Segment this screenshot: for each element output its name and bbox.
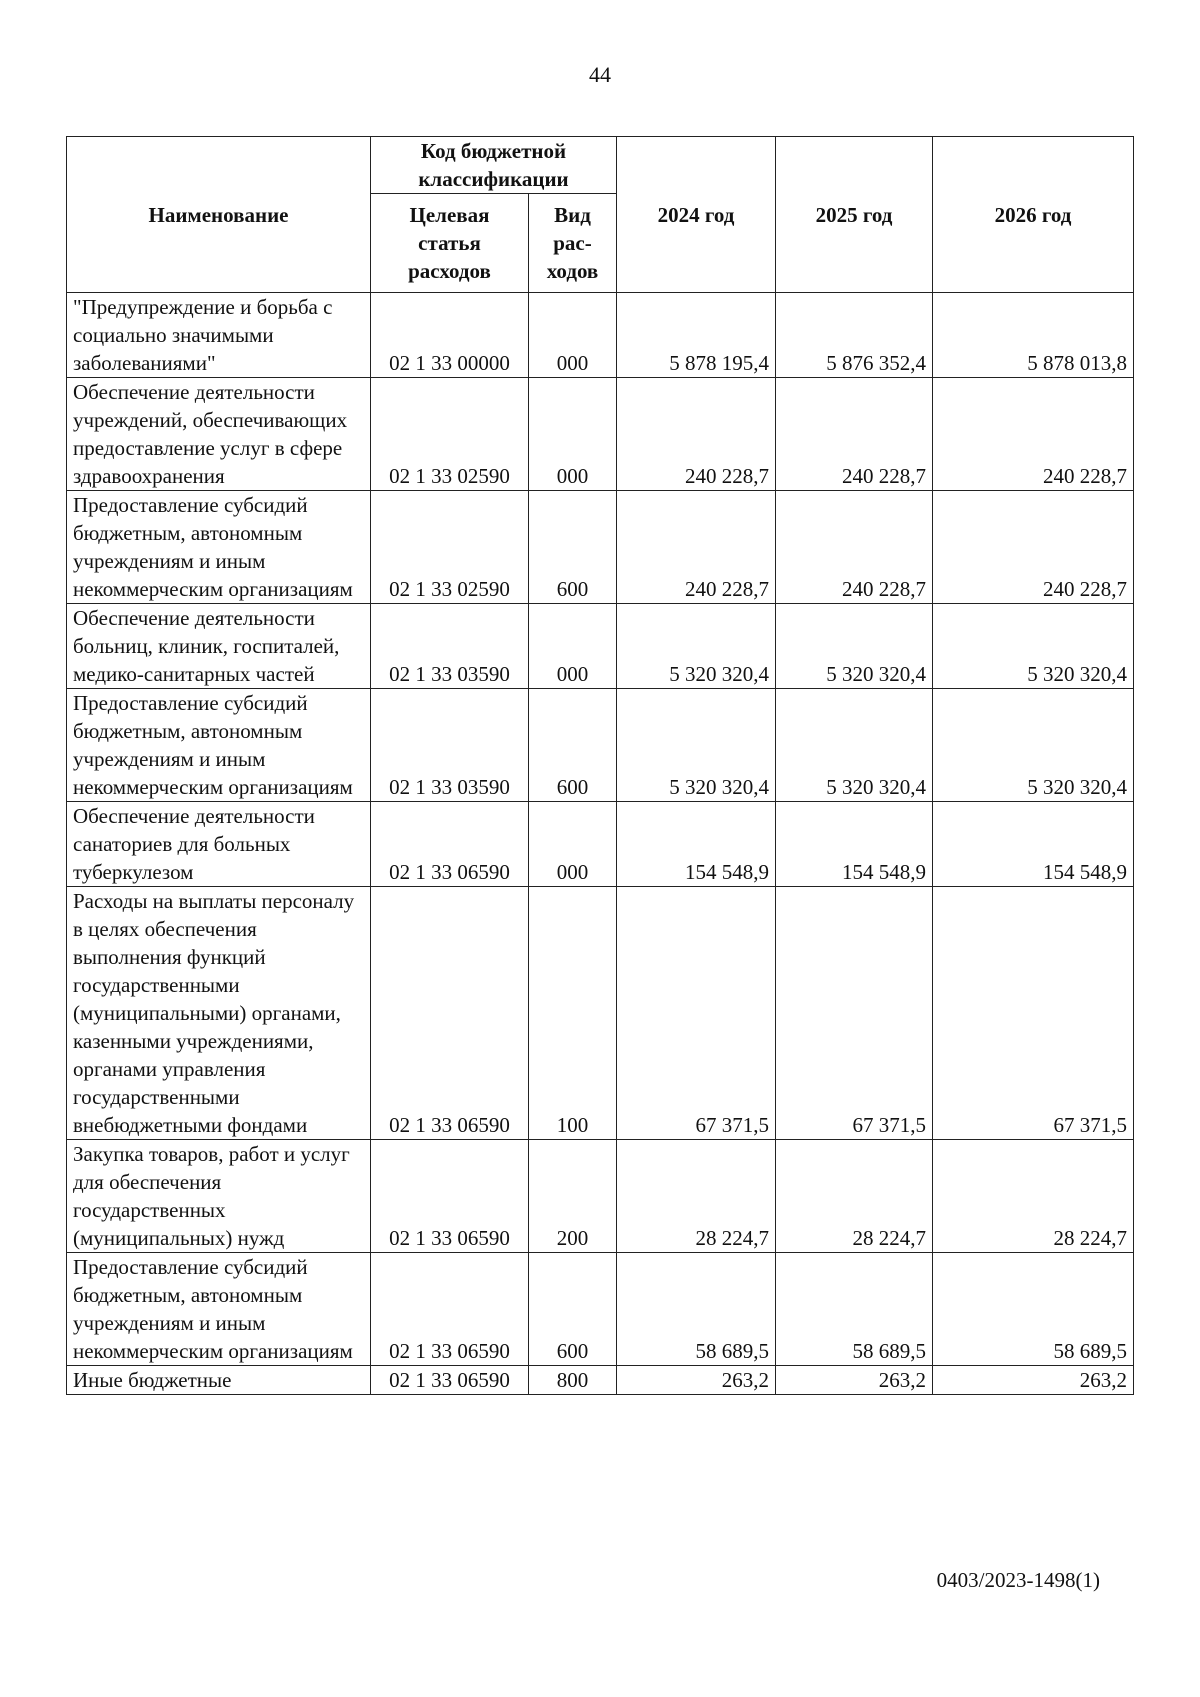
header-name: Наименование [67,137,371,293]
header-target-article: Целевая статья расходов [371,194,529,293]
row-target-article-cell: 02 1 33 03590 [371,604,529,689]
row-value-2026-cell: 67 371,5 [933,887,1134,1140]
row-value-2025-cell: 263,2 [776,1366,933,1395]
header-code-group: Код бюджетной классификации [371,137,617,194]
row-value-2026-cell: 5 320 320,4 [933,689,1134,802]
table-row [67,1366,1134,1395]
header-year-2026: 2026 год [933,137,1134,293]
page-number: 44 [589,62,611,87]
row-name-cell: Предоставление субсидий бюджетным, автономным учреждениям и иным некоммерческим организациям [67,1253,371,1366]
row-target-article-cell: 02 1 33 06590 [371,1140,529,1253]
row-expense-kind-cell: 000 [529,604,617,689]
row-name-cell: Расходы на выплаты персоналу в целях обеспечения выполнения функций государственными (муниципальными) органами, казенными учреждениями, органами управления государственными внебюджетными фондами [67,887,371,1140]
row-name-cell: Предоставление субсидий бюджетным, автономным учреждениям и иным некоммерческим организациям [67,689,371,802]
row-name-cell: Закупка товаров, работ и услуг для обеспечения государственных (муниципальных) нужд [67,1140,371,1253]
row-value-2026-cell: 28 224,7 [933,1140,1134,1253]
row-name-cell: Предоставление субсидий бюджетным, автономным учреждениям и иным некоммерческим организациям [67,491,371,604]
header-row-top [67,137,1134,194]
row-target-article-cell: 02 1 33 06590 [371,1253,529,1366]
row-target-article-cell: 02 1 33 02590 [371,491,529,604]
table-row [67,1140,1134,1253]
row-value-2025-cell: 5 320 320,4 [776,604,933,689]
row-value-2024-cell: 240 228,7 [617,378,776,491]
row-value-2025-cell: 28 224,7 [776,1140,933,1253]
row-value-2025-cell: 5 876 352,4 [776,293,933,378]
row-value-2024-cell: 240 228,7 [617,491,776,604]
row-expense-kind-cell: 800 [529,1366,617,1395]
table-row [67,1253,1134,1366]
table-row [67,378,1134,491]
row-expense-kind-cell: 100 [529,887,617,1140]
row-value-2025-cell: 240 228,7 [776,378,933,491]
row-expense-kind-cell: 000 [529,378,617,491]
row-target-article-cell: 02 1 33 06590 [371,802,529,887]
row-value-2025-cell: 5 320 320,4 [776,689,933,802]
row-value-2024-cell: 263,2 [617,1366,776,1395]
row-name-cell: Обеспечение деятельности учреждений, обеспечивающих предоставление услуг в сфере здравоохранения [67,378,371,491]
header-year-2024: 2024 год [617,137,776,293]
row-expense-kind-cell: 000 [529,293,617,378]
row-expense-kind-cell: 600 [529,689,617,802]
row-value-2024-cell: 28 224,7 [617,1140,776,1253]
row-value-2024-cell: 58 689,5 [617,1253,776,1366]
header-year-2025: 2025 год [776,137,933,293]
row-value-2024-cell: 5 320 320,4 [617,604,776,689]
header-expense-kind: Вид рас-ходов [529,194,617,293]
row-target-article-cell: 02 1 33 06590 [371,887,529,1140]
row-expense-kind-cell: 600 [529,491,617,604]
table-row [67,802,1134,887]
row-name-cell: Обеспечение деятельности санаториев для больных туберкулезом [67,802,371,887]
table-row [67,887,1134,1140]
table-row [67,491,1134,604]
row-name-cell: Обеспечение деятельности больниц, клиник, госпиталей, медико-санитарных частей [67,604,371,689]
row-value-2024-cell: 5 878 195,4 [617,293,776,378]
row-value-2024-cell: 5 320 320,4 [617,689,776,802]
row-value-2026-cell: 5 878 013,8 [933,293,1134,378]
row-expense-kind-cell: 600 [529,1253,617,1366]
row-value-2025-cell: 67 371,5 [776,887,933,1140]
table-row [67,689,1134,802]
row-value-2026-cell: 58 689,5 [933,1253,1134,1366]
table-row [67,604,1134,689]
document-id: 0403/2023-1498(1) [936,1568,1100,1592]
row-value-2026-cell: 240 228,7 [933,491,1134,604]
row-value-2026-cell: 154 548,9 [933,802,1134,887]
row-expense-kind-cell: 200 [529,1140,617,1253]
row-value-2024-cell: 154 548,9 [617,802,776,887]
budget-table [66,136,1134,1395]
row-target-article-cell: 02 1 33 00000 [371,293,529,378]
row-target-article-cell: 02 1 33 03590 [371,689,529,802]
row-value-2024-cell: 67 371,5 [617,887,776,1140]
table-body [67,293,1134,1395]
row-value-2025-cell: 58 689,5 [776,1253,933,1366]
row-expense-kind-cell: 000 [529,802,617,887]
row-value-2025-cell: 154 548,9 [776,802,933,887]
table-row [67,293,1134,378]
row-target-article-cell: 02 1 33 06590 [371,1366,529,1395]
row-name-cell: "Предупреждение и борьба с социально значимыми заболеваниями" [67,293,371,378]
row-target-article-cell: 02 1 33 02590 [371,378,529,491]
row-value-2026-cell: 263,2 [933,1366,1134,1395]
row-name-cell: Иные бюджетные [67,1366,371,1395]
row-value-2026-cell: 5 320 320,4 [933,604,1134,689]
row-value-2025-cell: 240 228,7 [776,491,933,604]
row-value-2026-cell: 240 228,7 [933,378,1134,491]
